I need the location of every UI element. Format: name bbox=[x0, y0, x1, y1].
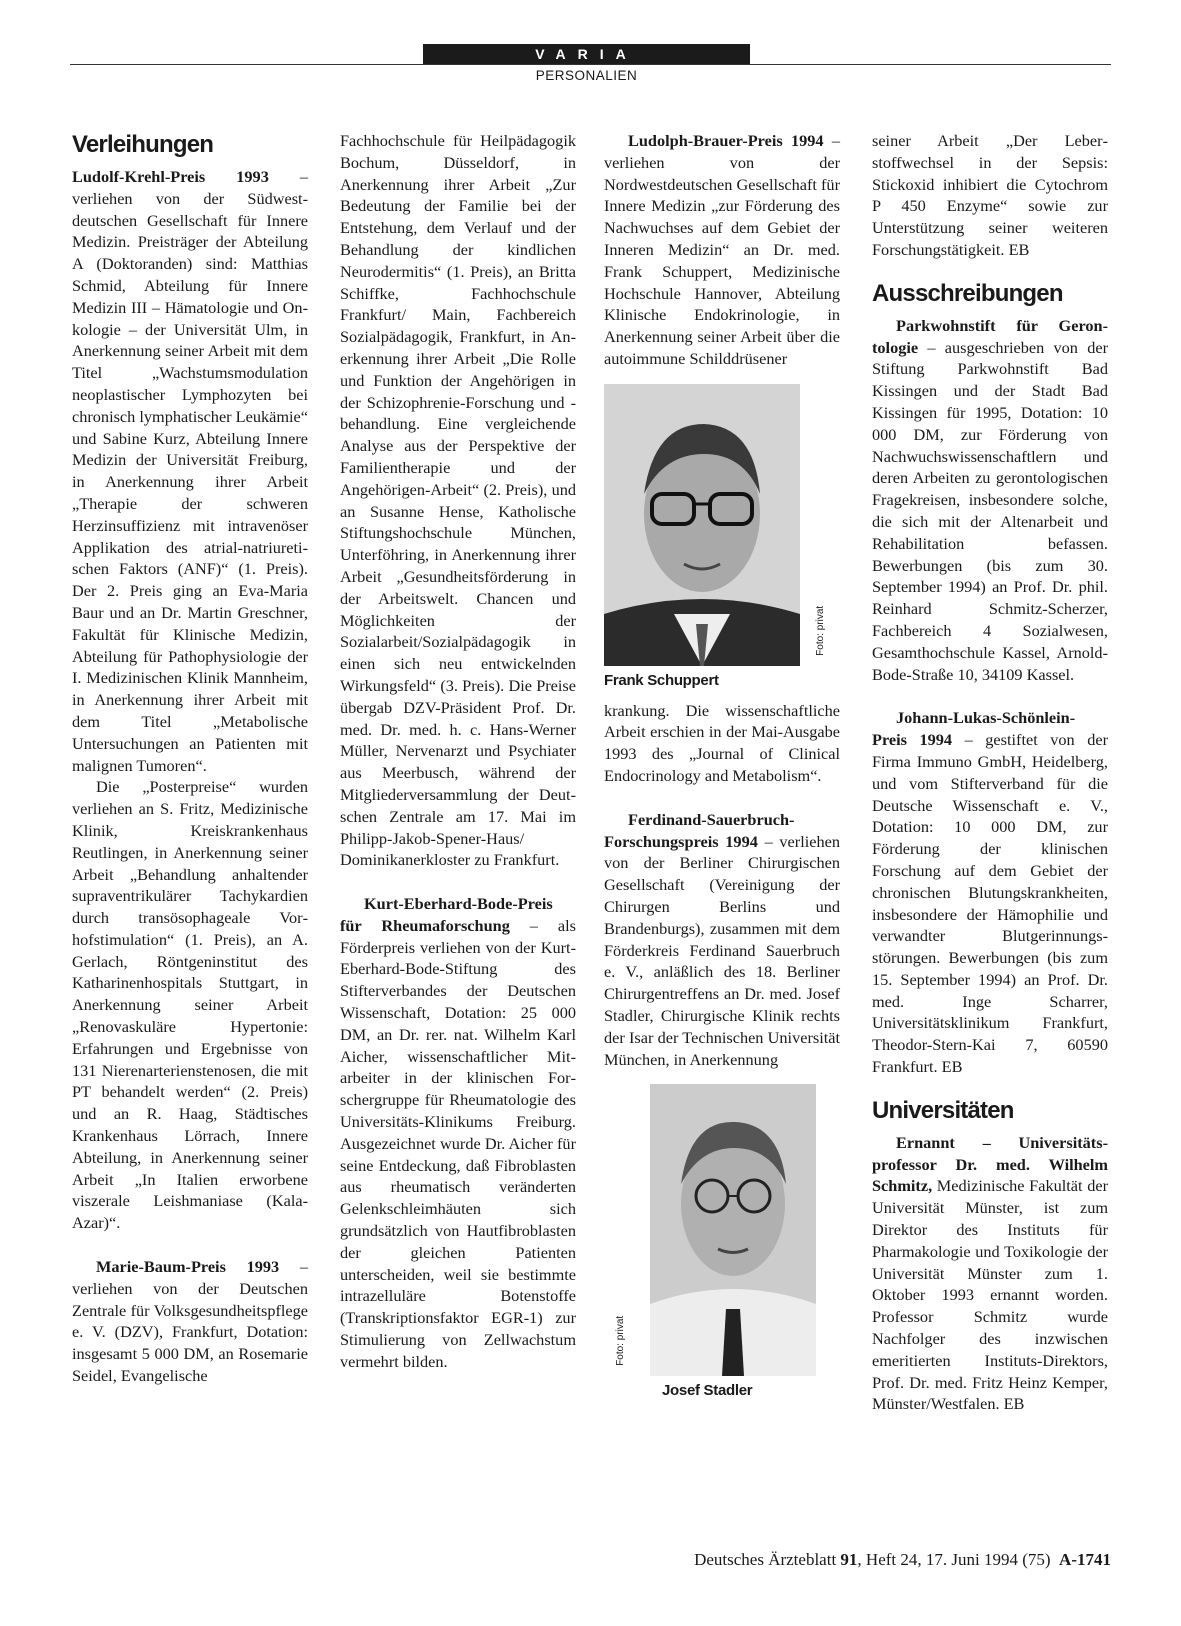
page-footer bbox=[694, 1550, 1111, 1570]
header-rule bbox=[70, 64, 1111, 65]
footer-journal: Deutsches Ärzteblatt bbox=[694, 1550, 837, 1569]
text-baum: – verliehen von der Deutschen Zentrale für Volksgesundheitspflege e. V. (DZV), Frankfurt, Dotation: insgesamt 5 000 DM, an Rosemarie Seidel, Evangelische bbox=[72, 1257, 308, 1386]
footer-issue: , Heft 24, 17. Juni 1994 (75) bbox=[857, 1550, 1051, 1569]
article-krehl bbox=[72, 166, 308, 776]
heading-universitaeten: Universitäten bbox=[872, 1096, 1014, 1124]
heading-ausschreibungen: Ausschreibungen bbox=[872, 279, 1063, 307]
column-3 bbox=[604, 130, 840, 1410]
title-ernannt: Ernannt – Universitätsprofessor Dr. med. Wilhelm Schmitz, bbox=[872, 1132, 1108, 1196]
photo-schuppert bbox=[604, 384, 840, 692]
text-sauerbruch: – verliehen von der Berliner Chirurgischen Gesellschaft (Vereinigung der Chirurgen Berlins und Brandenburgs), zusammen mit dem Förderkreis Ferdinand Sauerbruch e. V., anläßlich des 18. Berliner Chirurgentreffens an Dr. med. Josef Stadler, Chirurgische Klinik rechts der Isar der Technischen Universität München, in Anerkennung bbox=[604, 831, 840, 1069]
article-sauer-cont bbox=[872, 130, 1108, 261]
heading-verleihungen: Verleihungen bbox=[72, 131, 214, 158]
subsection-label: PERSONALIEN bbox=[535, 68, 638, 83]
column-2 bbox=[340, 130, 576, 1373]
article-parkwohnstift bbox=[872, 315, 1108, 686]
photo-stadler bbox=[615, 1084, 840, 1402]
section-label: VARIA bbox=[423, 44, 750, 64]
column-1 bbox=[72, 130, 308, 1387]
footer-volume: 91 bbox=[840, 1550, 858, 1569]
article-brauer bbox=[604, 130, 840, 370]
article-sauerbruch bbox=[604, 809, 840, 1071]
article-ernannt bbox=[872, 1132, 1108, 1415]
article-baum bbox=[72, 1256, 308, 1387]
article-poster bbox=[72, 776, 308, 1234]
column-4 bbox=[872, 130, 1108, 1415]
title-schoenlein: Johann-Lukas-Schönlein-Preis 1994 bbox=[872, 708, 1076, 750]
text-brauer: – verliehen von der Nordwestdeutschen Gesellschaft für Innere Medizin „zur Förderung des Nachwuchses auf dem Gebiet der Inneren Medizin“ an Dr. med. Frank Schuppert, Medizinische Hochschule Hannover, Abteilung Klinische Endokrinologie, in Anerkennung seiner Arbeit über die autoimmune Schilddrüsener bbox=[604, 131, 840, 368]
photo-caption-schuppert: Frank Schuppert bbox=[604, 671, 719, 689]
photo-caption-stadler: Josef Stadler bbox=[662, 1382, 753, 1400]
text-sauer-cont: seiner Arbeit „Der Leberstoffwechsel in der Sepsis: Stickoxid inhibiert die Cytochrom P 450 Enzyme“ sowie zur Unterstützung seiner weiteren Forschungstätigkeit. EB bbox=[872, 131, 1108, 259]
text-ernannt: Medizinische Fakultät der Universität Münster, ist zum Direktor des Instituts für Pharmakologie und Toxikologie der Universität Münster zum 1. Oktober 1993 ernannt worden. Professor Schmitz wurde Nachfolger des inzwischen emeritierten Instituts-Direktors, Prof. Dr. med. Fritz Heinz Kemper, Münster/Westfalen. EB bbox=[872, 1176, 1108, 1414]
footer-page-number: A-1741 bbox=[1059, 1550, 1111, 1569]
title-brauer: Ludolph-Brauer-Preis 1994 bbox=[628, 131, 824, 150]
text-bode: – als Förderpreis verliehen von der Kurt-Eberhard-Bode-Stiftung des Stifterverbandes der Deutschen Wissenschaft, Dotation: 25 000 DM, an Dr. rer. nat. Wilhelm Karl Aicher, wissenschaftlicher Mitarbeiter in der klinischen Forschergruppe für Rheumatologie des Universitäts-Klinikums Freiburg. Ausgezeichnet wurde Dr. Aicher für seine Entdeckung, daß Fibroblasten aus rheumatisch veränderten Gelenkschleimhäuten sich grundsätzlich von Hautfibroblasten der gleichen Patienten unterscheiden, weil sie bestimmte intrazelluläre Botenstoffe (Transkriptionsfaktor EGR-1) zur Stimulierung von Zellwachstum vermehrt bilden. bbox=[340, 915, 577, 1371]
article-baum-cont bbox=[340, 130, 576, 871]
article-bode bbox=[340, 893, 576, 1373]
portrait-image bbox=[604, 384, 800, 666]
title-sauerbruch: Ferdinand-Sauerbruch-Forschungspreis 1994 bbox=[604, 809, 795, 851]
text-parkwohnstift: – ausgeschrieben von der Stiftung Parkwohnstift Bad Kissingen und der Stadt Bad Kissingen für 1995, Dotation: 10 000 DM, zur Förderung von Nachwuchswissenschaftlern und deren Arbeiten zu gerontologischen Fragekreisen, insbesondere solche, die sich mit der Altenarbeit und Rehabilitation befassen. Bewerbungen (bis zum 30. September 1994) an Prof. Dr. phil. Reinhard Schmitz-Scherzer, Fachbereich 4 Sozialwesen, Gesamthochschule Kassel, Arnold-Bode-Straße 10, 34109 Kassel. bbox=[872, 337, 1108, 684]
title-baum: Marie-Baum-Preis 1993 bbox=[96, 1257, 280, 1277]
photo-credit: Foto: privat bbox=[815, 605, 827, 656]
photo-credit: Foto: privat bbox=[615, 1316, 627, 1367]
title-krehl: Ludolf-Krehl-Preis 1993 bbox=[72, 167, 269, 186]
portrait-image bbox=[650, 1084, 816, 1376]
article-schoenlein bbox=[872, 707, 1108, 1078]
text-brauer-cont: krankung. Die wissenschaftliche Arbeit erschien in der Mai-Ausgabe 1993 des „Journal of Clinical Endocrinology and Metabolism“. bbox=[604, 700, 840, 785]
title-parkwohnstift: Parkwohnstift für Gerontologie bbox=[872, 315, 1108, 357]
article-brauer-cont bbox=[604, 700, 840, 787]
text-baum-cont: Fachhochschule für Heilpädagogik Bochum, Düsseldorf, in Anerkennung ihrer Arbeit „Zur Bedeutung der Familie bei der Entstehung, dem Verlauf und der Behandlung der kindlichen Neurodermitis“ (1. Preis), an Britta Schiffke, Fachhochschule Frankfurt/ Main, Fachbereich Sozialpädagogik, Frankfurt, in Anerkennung ihrer Arbeit „Die Rolle und Funktion der Angehörigen in der Schizophrenie-Forschung und -behandlung. Eine vergleichende Analyse aus der Perspektive der Familientherapie und der Angehörigen-Arbeit“ (2. Preis), und an Susanne Hense, Katholische Stiftungshochschule München, Unterföhring, in Anerkennung ihrer Arbeit „Gesundheitsförderung in der Arbeitswelt. Chancen und Möglichkeiten der Sozialarbeit/Sozialpädagogik in einen sich neu entwickelnden Wirkungsfeld“ (3. Preis). Die Preise übergab DZV-Präsident Prof. Dr. med. Dr. med. h. c. Hans-Werner Müller, Nervenarzt und Psychiater aus Meerbusch, während der Mitgliederversammlung der Deutschen Zentrale am 17. Mai im Philipp-Jakob-Spener-Haus/ Dominikanerkloster zu Frankfurt. bbox=[340, 131, 576, 870]
text-krehl: – verliehen von der Südwestdeutschen Gesellschaft für Innere Medizin. Preisträger der Abteilung A (Doktoranden) sind: Matthias Schmid, Abteilung für Innere Medizin III – Hämatologie und Onkologie – der Universität Ulm, in Anerkennung seiner Arbeit mit dem Titel „Wachstumsmodulation neoplastischer Lymphozyten bei chronisch lymphatischer Leukämie“ und Sabine Kurz, Abteilung Innere Medizin der Universität Freiburg, in Anerkennung ihrer Arbeit „Therapie der schweren Herzinsuffizienz mit intravenöser Applikation des atrial-natriuretischen Faktors (ANF)“ (1. Preis). Der 2. Preis ging an Eva-Maria Baur und an Dr. Martin Greschner, Fakultät für Klinische Medizin, Abteilung für Pathophysiologie der I. Medizinischen Klinik Mannheim, in Anerkennung ihrer Arbeit mit dem Titel „Metabolische Untersuchungen an Patienten mit malignen Tumoren“. bbox=[72, 167, 308, 775]
title-bode: Kurt-Eberhard-Bode-Preis für Rheumaforschung bbox=[340, 894, 553, 935]
text-schoenlein: – gestiftet von der Firma Immuno GmbH, Heidelberg, und vom Stifterverband für die Deutsche Wissenschaft e. V., Dotation: 10 000 DM, zur Förderung der klinischen Forschung auf dem Gebiet der chronischen Blutungskrankheiten, insbesondere der Hämophilie und verwandter Blutgerinnungsstörungen. Bewerbungen (bis zum 15. September 1994) an Prof. Dr. med. Inge Scharrer, Universitätsklinikum Frankfurt, Theodor-Stern-Kai 7, 60590 Frankfurt. EB bbox=[872, 730, 1108, 1077]
text-poster: Die „Posterpreise“ wurden verliehen an S. Fritz, Medizinische Klinik, Kreiskrankenhaus Reutlingen, in Anerkennung seiner Arbeit „Behandlung anhaltender supraventrikulärer Tachykardien durch transösophageale Vorhofstimulation“ (1. Preis), an A. Gerlach, Röntgeninstitut des Katharinenhospitals Stuttgart, in Anerkennung seiner Arbeit „Renovaskuläre Hypertonie: Erfahrungen und Ergebnisse von 131 Nierenarterienstenosen, die mit PT behandelt werden“ (2. Preis) und an R. Haag, Städtisches Krankenhaus Lörrach, Innere Abteilung, in Anerkennung seiner Arbeit „In Italien erworbene viszerale Leishmaniase (Kala-Azar)“. bbox=[72, 777, 308, 1233]
